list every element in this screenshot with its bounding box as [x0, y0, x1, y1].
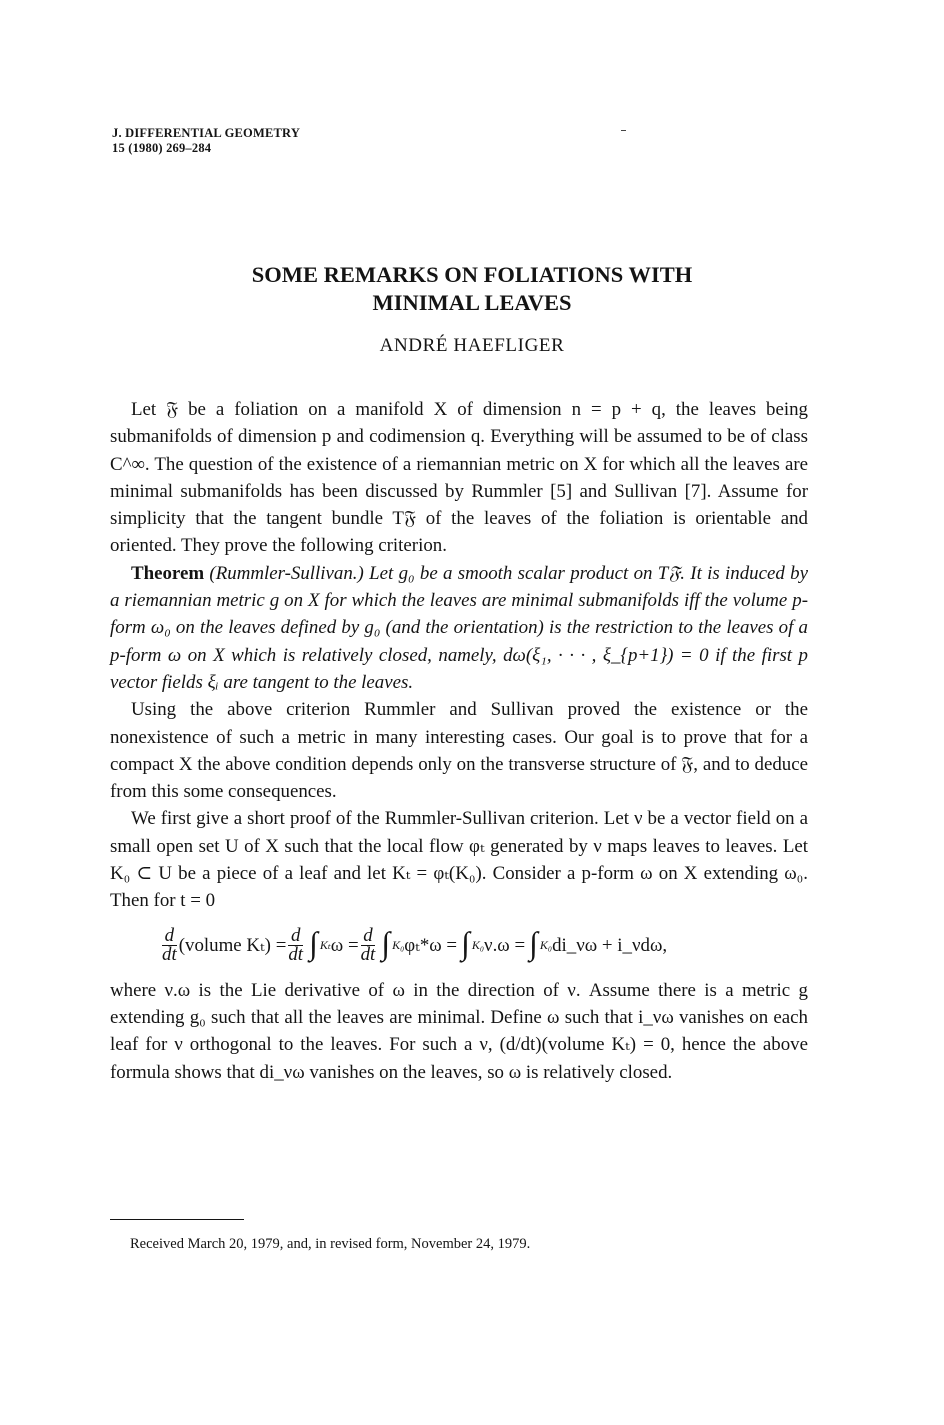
eq-term-4: di_νω + i_νdω, [552, 934, 668, 956]
theorem-attribution: (Rummler-Sullivan.) [209, 562, 364, 584]
integral-sign: ∫ [461, 924, 470, 961]
journal-volume: 15 (1980) 269–284 [112, 141, 212, 155]
eq-domain-kt: Kₜ [319, 937, 331, 952]
eq-term-3: ν.ω = [484, 934, 526, 956]
derivative-fraction: $\frac{d}{dt}$ [288, 925, 304, 966]
eq-domain-k0: K₀ [539, 937, 553, 952]
paragraph-goal: Using the above criterion Rummler and Sullivan proved the existence or the nonexistence of such a metric in many interesting cases. Our goal is to prove that for a compact X the above condition depends only on the transverse structure of 𝔉, and to deduce from this some consequences. [110, 699, 808, 803]
theorem-heading: Theorem [131, 562, 205, 584]
integral-sign: ∫ [529, 924, 538, 961]
eq-term-2: φₜ*ω = [404, 934, 458, 956]
display-equation [110, 915, 808, 977]
paragraph-intro: Let 𝔉 be a foliation on a manifold X of dimension n = p + q, the leaves being submanifolds of dimension p and codimension q. Everything will be assumed to be of class C^∞. The question of the existence of a riemannian metric on X for which all the leaves are minimal submanifolds has been discussed by Rummler [5] and Sullivan [7]. Assume for simplicity that the tangent bundle T𝔉 of the leaves of the foliation is orientable and oriented. They prove the following criterion. [110, 399, 808, 557]
derivative-fraction: $\frac{d}{dt}$ [162, 925, 177, 966]
eq-term-1: ω = [330, 934, 359, 956]
theorem [110, 560, 808, 696]
author: ANDRÉ HAEFLIGER [379, 335, 565, 356]
footnote: Received March 20, 1979, and, in revised form, November 24, 1979. [130, 1236, 531, 1252]
title-line-2: MINIMAL LEAVES [372, 290, 572, 315]
paragraph-proof: We first give a short proof of the Rummler-Sullivan criterion. Let ν be a vector field on a small open set U of X such that the local flow φₜ generated by ν maps leaves to leaves. Let K₀ ⊂ U be a piece of a leaf and let Kₜ = φₜ(K₀). Consider a p-form ω on X extending ω₀. Then for t = 0 [110, 808, 808, 912]
paragraph-lie-derivative: where ν.ω is the Lie derivative of ω in the direction of ν. Assume there is a metric g extending g₀ such that all the leaves are minimal. Define ω such that i_νω vanishes on each leaf for ν orthogonal to the leaves. For such a ν, (d/dt)(volume Kₜ) = 0, hence the above formula shows that di_νω vanishes on the leaves, so ω is relatively closed. [110, 979, 808, 1083]
integral-sign: ∫ [309, 924, 318, 961]
footnote-rule [110, 1219, 244, 1220]
journal-name: J. DIFFERENTIAL GEOMETRY [112, 126, 301, 140]
journal-header [112, 126, 300, 156]
title-line-1: SOME REMARKS ON FOLIATIONS WITH [251, 262, 693, 287]
integral-sign: ∫ [381, 924, 391, 961]
eq-volume: (volume Kₜ) = [178, 934, 287, 956]
paper-title [0, 261, 944, 317]
speck-mark [621, 130, 626, 131]
eq-domain-k0: K₀ [471, 937, 485, 952]
body-text [110, 396, 808, 1086]
eq-domain-k0: K₀ [392, 937, 405, 952]
theorem-statement: Let g₀ be a smooth scalar product on T𝔉. It is induced by a riemannian metric g on X for which the leaves are minimal submanifolds iff the volume p-form ω₀ on the leaves defined by g₀ (and the orientation) is the restriction to the leaves of a p-form ω on X which is relatively closed, namely, dω(ξ₁, · · · , ξ_{p+1}) = 0 if the first p vector fields ξᵢ are tangent to the leaves. [110, 562, 808, 693]
derivative-fraction: $\frac{d}{dt}$ [360, 925, 376, 966]
